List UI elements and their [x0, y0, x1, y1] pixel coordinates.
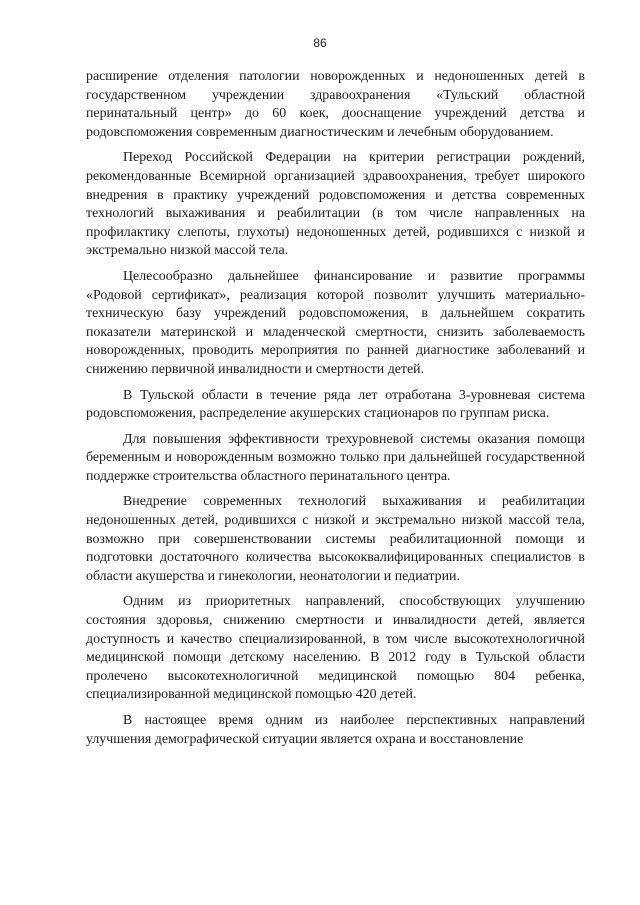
- paragraph-continuation: расширение отделения патологии новорожденных и недоношенных детей в государственном учреждении здравоохранения «Тульский областной перинатальный центр» до 60 коек, дооснащение учреждений детства и родовспоможения современным диагностическим и лечебным оборудованием.: [86, 69, 585, 140]
- paragraph-high-tech-care: Одним из приоритетных направлений, способствующих улучшению состояния здоровья, снижению смертности и инвалидности детей, является доступность и качество специализированной, в том числе высокотехнологичной медицинской помощи детскому населению. В 2012 году в Тульской области пролечено высокотехнологичной медицинской помощью 804 ребенка, специализированной медицинской помощью 420 детей.: [86, 594, 585, 703]
- paragraph-perinatal-center: Для повышения эффективности трехуровневой системы оказания помощи беременным и новорожденным возможно только при дальнейшей государственной поддержке строительства областного перинатального центра.: [86, 431, 585, 484]
- body-text: [86, 68, 585, 756]
- page-number: 86: [313, 36, 327, 50]
- paragraph-three-level-system: В Тульской области в течение ряда лет отработана 3-уровневая система родовспоможения, распределение акушерских стационаров по группам риска.: [86, 387, 585, 422]
- paragraph-rehabilitation: Внедрение современных технологий выхаживания и реабилитации недоношенных детей, родившихся с низкой и экстремально низкой массой тела, возможно при совершенствовании системы реабилитационной помощи и подготовки достаточного количества высококвалифицированных специалистов в области акушерства и гинекологии, неонатологии и педиатрии.: [86, 494, 585, 584]
- paragraph-demographics: В настоящее время одним из наиболее перспективных направлений улучшения демографической ситуации является охрана и восстановление: [86, 713, 585, 747]
- paragraph-birth-certificate: Целесообразно дальнейшее финансирование и развитие программы «Родовой сертификат», реализация которой позволит улучшить материально-техническую базу учреждений родовспоможения, в дальнейшем сократить показатели материнской и младенческой смертности, снизить заболеваемость новорожденных, проводить мероприятия по ранней диагностике заболеваний и снижению первичной инвалидности и смертности детей.: [86, 268, 585, 377]
- paragraph-who-criteria: Переход Российской Федерации на критерии регистрации рождений, рекомендованные Всемирной организацией здравоохранения, требует широкого внедрения в практику учреждений родовспоможения и детства современных технологий выхаживания и реабилитации (в том числе направленных на профилактику слепоты, глухоты) недоношенных детей, родившихся с низкой и экстремально низкой массой тела.: [86, 150, 585, 259]
